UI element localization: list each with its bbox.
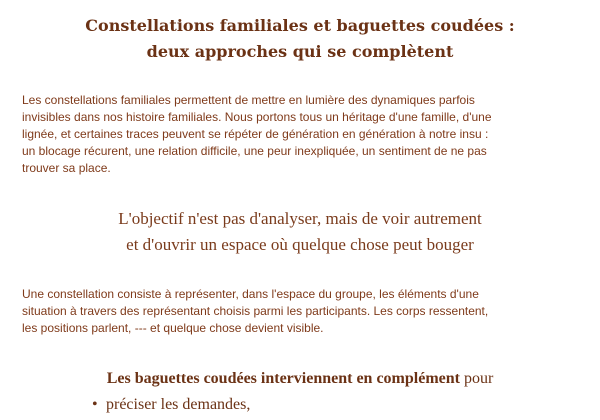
paragraph-line: situation à travers des représentant choisis parmi les participants. Les corps ressentent,	[22, 304, 489, 318]
subheading-normal: pour	[459, 370, 494, 387]
paragraph-line: trouver sa place.	[22, 161, 111, 175]
paragraph-line: Les constellations familiales permettent de mettre en lumière des dynamiques parfois	[22, 93, 475, 107]
quote-line-1: L'objectif n'est pas d'analyser, mais de voir autrement	[118, 209, 482, 228]
subheading	[0, 368, 600, 390]
constellation-paragraph	[22, 286, 582, 337]
heading-line-2: deux approches qui se complètent	[146, 42, 454, 61]
bullet-text: préciser les demandes,	[106, 396, 251, 413]
paragraph-line: invisibles dans nos histoire familiales. Nous portons tous un héritage d'une famille, d'une	[22, 110, 492, 124]
heading-line-1: Constellations familiales et baguettes coudées :	[85, 16, 515, 35]
intro-paragraph	[22, 92, 582, 177]
bullet-item	[92, 394, 250, 416]
paragraph-line: les positions parlent, --- et quelque chose devient visible.	[22, 321, 324, 335]
bullet-icon: •	[92, 396, 98, 413]
paragraph-line: un blocage récurent, une relation difficile, une peur inexpliquée, un sentiment de ne pas	[22, 144, 487, 158]
subheading-bold: Les baguettes coudées interviennent en complément	[106, 370, 460, 387]
paragraph-line: lignée, et certaines traces peuvent se répéter de génération en génération à notre insu :	[22, 127, 489, 141]
paragraph-line: Une constellation consiste à représenter, dans l'espace du groupe, les éléments d'une	[22, 287, 479, 301]
quote-line-2: et d'ouvrir un espace où quelque chose peut bouger	[126, 235, 474, 254]
